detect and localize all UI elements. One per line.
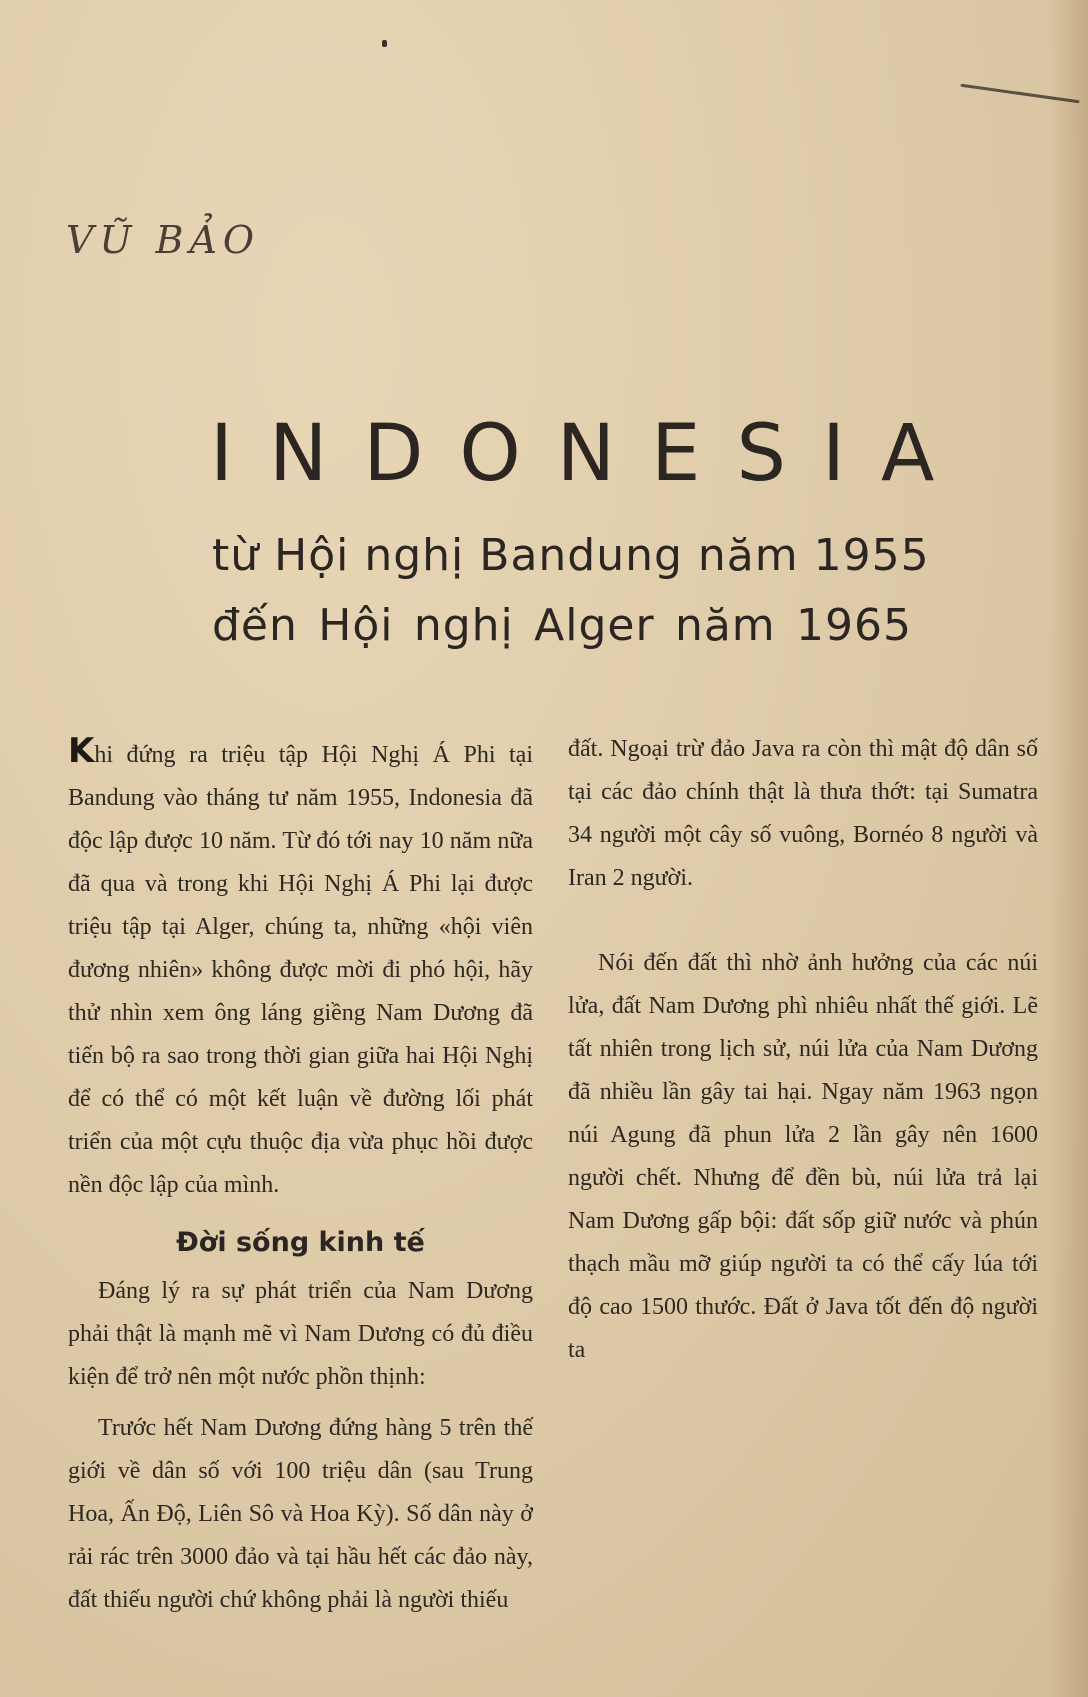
paragraph-3: Trước hết Nam Dương đứng hàng 5 trên thế giới về dân số với 100 triệu dân (sau Trung Hoa, Ấn Độ, Liên Sô và Hoa Kỳ). Số dân này ở rải rác trên 3000 đảo và tại hầu hết các đảo này, đất thiếu người chứ không phải là người thiếu xyxy=(68,1415,533,1613)
paragraph-3-continued: đất. Ngoại trừ đảo Java ra còn thì mật độ dân số tại các đảo chính thật là thưa thớt: tại Sumatra 34 người một cây số vuông, Bornéo 8 người và Iran 2 người. xyxy=(568,736,1038,891)
ink-dot xyxy=(382,40,387,47)
intro-paragraph xyxy=(68,730,533,1207)
author-name: VŨ BẢO xyxy=(66,218,261,262)
drop-cap: K xyxy=(68,731,95,771)
page-edge-shadow xyxy=(1048,0,1088,1697)
paragraph-2: Đáng lý ra sự phát triển của Nam Dương phải thật là mạnh mẽ vì Nam Dương có đủ điều kiện để trở nên một nước phồn thịnh: xyxy=(68,1278,533,1390)
subtitle-line-1: từ Hội nghị Bandung năm 1955 xyxy=(212,530,930,581)
subtitle-line-2: đến Hội nghị Alger năm 1965 xyxy=(212,600,912,651)
left-column xyxy=(68,730,533,1622)
intro-text: hi đứng ra triệu tập Hội Nghị Á Phi tại Bandung vào tháng tư năm 1955, Indonesia đã độc lập được 10 năm. Từ đó tới nay 10 năm nữa đã qua và trong khi Hội Nghị Á Phi lại được triệu tập tại Alger, chúng ta, những «hội viên đương nhiên» không được mời đi phó hội, hãy thử nhìn xem ông láng giềng Nam Dương đã tiến bộ ra sao trong thời gian giữa hai Hội Nghị để có thể có một kết luận về đường lối phát triển của một cựu thuộc địa vừa phục hồi được nền độc lập của mình. xyxy=(68,742,533,1198)
article-title: INDONESIA xyxy=(210,409,971,499)
section-heading: Đời sống kinh tế xyxy=(176,1227,425,1258)
right-column xyxy=(568,728,1038,1372)
paragraph-4: Nói đến đất thì nhờ ảnh hưởng của các núi lửa, đất Nam Dương phì nhiêu nhất thế giới. Lẽ tất nhiên trong lịch sử, núi lửa của Nam Dương đã nhiều lần gây tai hại. Ngay năm 1963 ngọn núi Agung đã phun lửa 2 lần gây nên 1600 người chết. Nhưng để đền bù, núi lửa trả lại Nam Dương gấp bội: đất sốp giữ nước và phún thạch mầu mỡ giúp người ta có thể cấy lúa tới độ cao 1500 thước. Đất ở Java tốt đến độ người ta xyxy=(568,950,1038,1363)
